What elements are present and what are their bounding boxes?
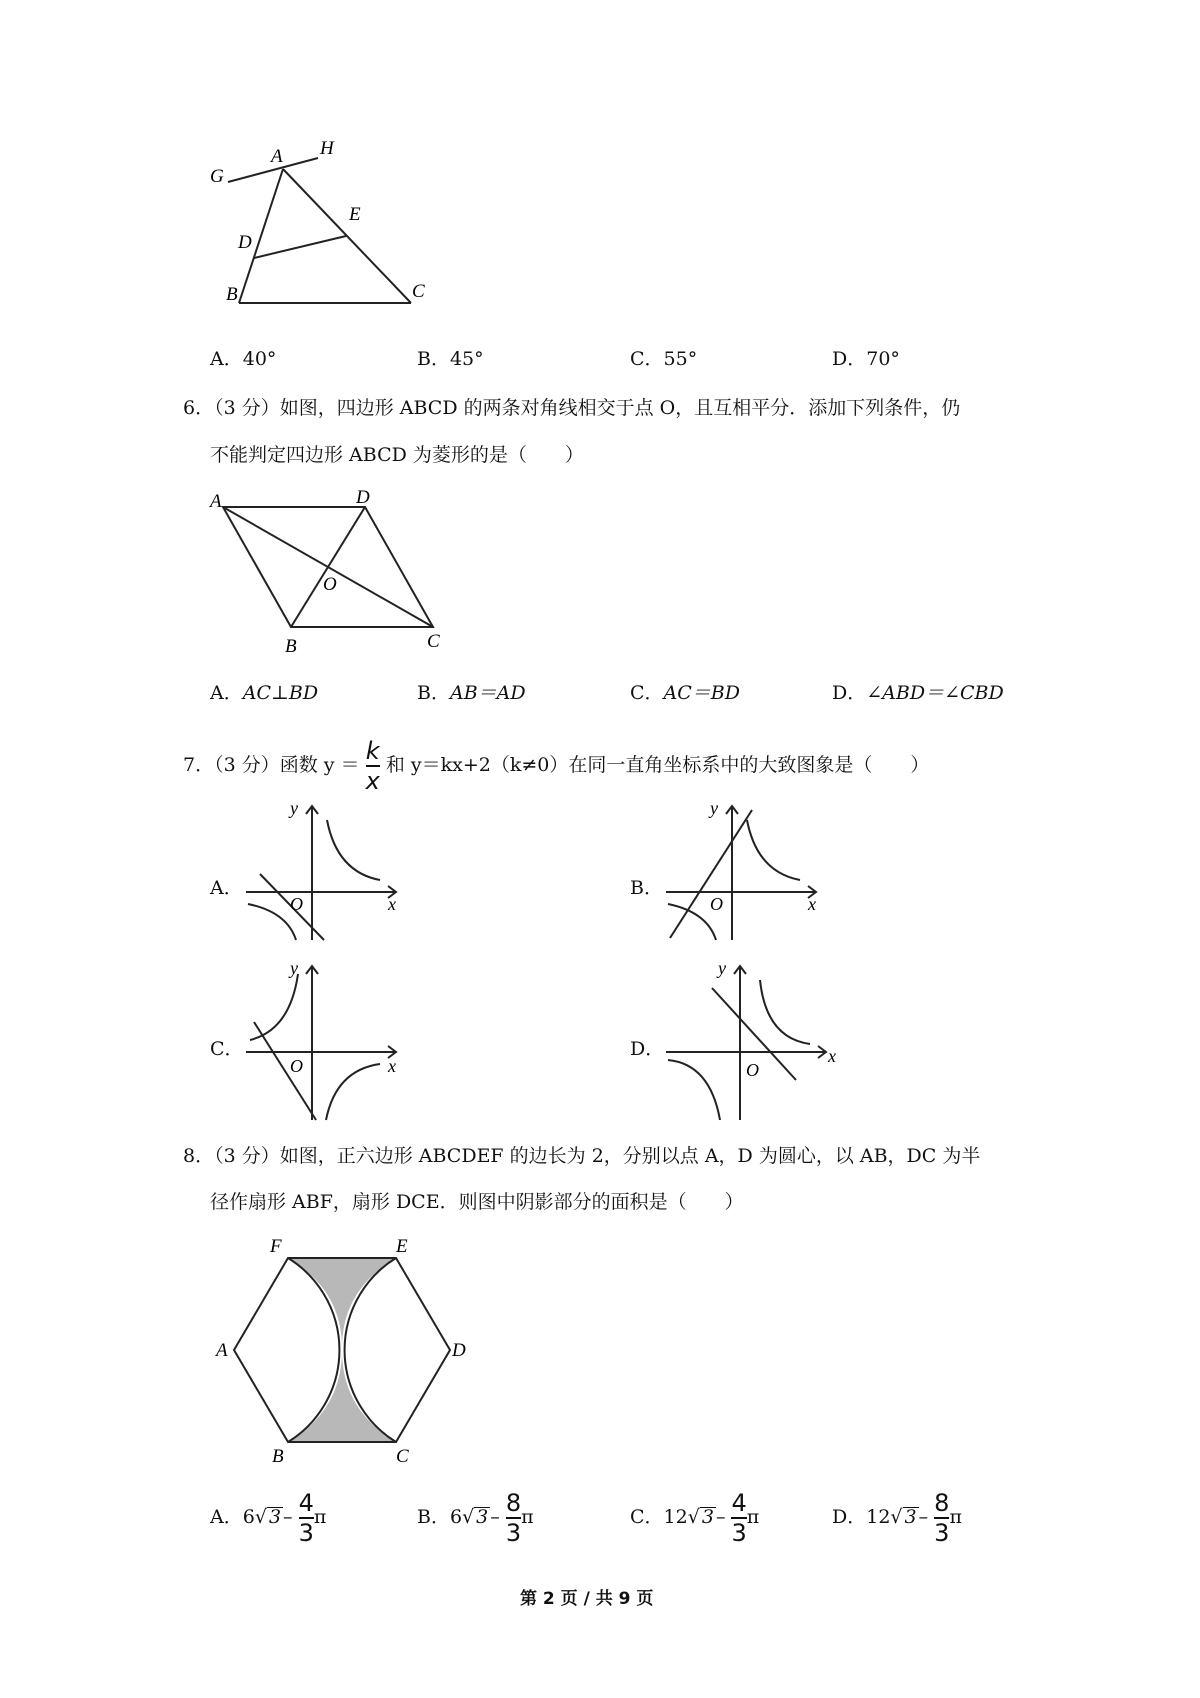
- q7-stem-prefix: 7．（3 分）函数 y ＝: [183, 754, 360, 776]
- q5-label-g: G: [210, 166, 224, 187]
- q8-option-a: A．6√ 3 – $\frac{4}{3}$ π: [210, 1489, 327, 1547]
- q5-label-h: H: [320, 140, 334, 159]
- q5-figure: [200, 140, 460, 330]
- q7-graph-c: [240, 960, 410, 1125]
- q8-label-d: D: [452, 1340, 466, 1361]
- q7d-hyperbola-q1: [760, 980, 810, 1044]
- q6-label-a: A: [210, 491, 222, 512]
- q7c-hyperbola-q4: [326, 1064, 380, 1120]
- q7d-label-x: x: [828, 1046, 836, 1066]
- q7b-label-o: O: [710, 894, 723, 914]
- q6-label-c: C: [427, 631, 440, 652]
- q7b-hyperbola-q3: [668, 904, 716, 940]
- q8-label-e: E: [396, 1236, 408, 1257]
- q6-label-d: D: [356, 487, 370, 508]
- q8-option-c: C．12√ 3 – $\frac{4}{3}$ π: [630, 1489, 760, 1547]
- q7a-label-y: y: [290, 800, 298, 818]
- q6-diagonal-bd: [291, 507, 365, 627]
- q8-shade-bottom: [288, 1350, 396, 1442]
- q7c-label-x: x: [388, 1056, 396, 1076]
- q5-label-e: E: [349, 204, 361, 225]
- q6-option-a: A．AC⊥BD: [210, 682, 319, 704]
- q7-graph-a: [240, 800, 410, 945]
- q5-label-b: B: [226, 284, 238, 305]
- q5-option-d: D．70°: [832, 348, 900, 370]
- q7-fraction: [366, 738, 380, 794]
- q8-label-a: A: [216, 1340, 228, 1361]
- q8-option-b: B．6√ 3 – $\frac{8}{3}$ π: [417, 1489, 534, 1547]
- q8-figure: [210, 1230, 480, 1470]
- q7-frac-num: k: [365, 737, 380, 766]
- q8-label-b: B: [272, 1446, 284, 1467]
- q8-stem-line2: 径作扇形 ABF，扇形 DCE．则图中阴影部分的面积是（ ）: [210, 1191, 744, 1213]
- q7a-hyperbola-q3: [248, 904, 296, 940]
- q7c-line: [254, 1022, 316, 1120]
- q7b-hyperbola-q1: [747, 820, 800, 880]
- q6-label-b: B: [285, 636, 297, 655]
- q8-label-f: F: [270, 1236, 282, 1257]
- q7a-hyperbola-q1: [327, 820, 380, 880]
- q5-option-c: C．55°: [630, 348, 698, 370]
- q7-graph-b: [660, 800, 830, 945]
- q7-graph-d: [660, 960, 850, 1125]
- q7-frac-den: x: [365, 766, 380, 795]
- q5-option-a: A．40°: [210, 348, 277, 370]
- q6-stem-line2: 不能判定四边形 ABCD 为菱形的是（ ）: [210, 444, 584, 466]
- q7b-label-x: x: [808, 894, 816, 914]
- q5-line-ac: [283, 169, 411, 303]
- q6-label-o: O: [323, 574, 337, 595]
- q6-option-c: C．AC＝BD: [630, 682, 741, 704]
- q7-option-d-label: D．: [630, 1038, 665, 1060]
- q7d-hyperbola-q3: [668, 1060, 720, 1120]
- q8-option-d: D．12√ 3 – $\frac{8}{3}$ π: [832, 1489, 962, 1547]
- page-footer: 第 2 页 / 共 9 页: [520, 1589, 654, 1609]
- q7c-label-y: y: [290, 960, 298, 978]
- q7a-label-x: x: [388, 894, 396, 914]
- q7b-label-y: y: [710, 800, 718, 818]
- q6-figure: [205, 485, 455, 655]
- q7d-label-y: y: [718, 960, 726, 978]
- q7d-label-o: O: [746, 1060, 759, 1080]
- q6-stem-line1: 6．（3 分）如图，四边形 ABCD 的两条对角线相交于点 O，且互相平分．添加下列条件，仍: [183, 397, 961, 419]
- q5-label-c: C: [412, 281, 425, 302]
- q7-option-b-label: B．: [630, 877, 663, 899]
- q8-label-c: C: [396, 1446, 409, 1467]
- q5-label-a: A: [271, 146, 283, 167]
- q6-option-b: B．AB＝AD: [417, 682, 526, 704]
- q7-stem: [183, 730, 929, 800]
- q5-label-d: D: [238, 232, 252, 253]
- q7a-label-o: O: [290, 894, 303, 914]
- q8-shade-top: [288, 1258, 396, 1348]
- q7-option-c-label: C．: [210, 1038, 244, 1060]
- q5-option-b: B．45°: [417, 348, 484, 370]
- q5-line-de: [254, 236, 346, 258]
- q7c-hyperbola-q2: [250, 974, 298, 1040]
- q7-option-a-label: A．: [210, 877, 243, 899]
- q6-option-d: D．∠ABD＝∠CBD: [832, 682, 1004, 704]
- q7c-label-o: O: [290, 1056, 303, 1076]
- q7b-line: [670, 810, 752, 938]
- q7-stem-suffix: 和 y＝kx+2（k≠0）在同一直角坐标系中的大致图象是（ ）: [385, 754, 930, 776]
- q8-stem-line1: 8．（3 分）如图，正六边形 ABCDEF 的边长为 2，分别以点 A，D 为圆心，以 AB，DC 为半: [183, 1145, 981, 1167]
